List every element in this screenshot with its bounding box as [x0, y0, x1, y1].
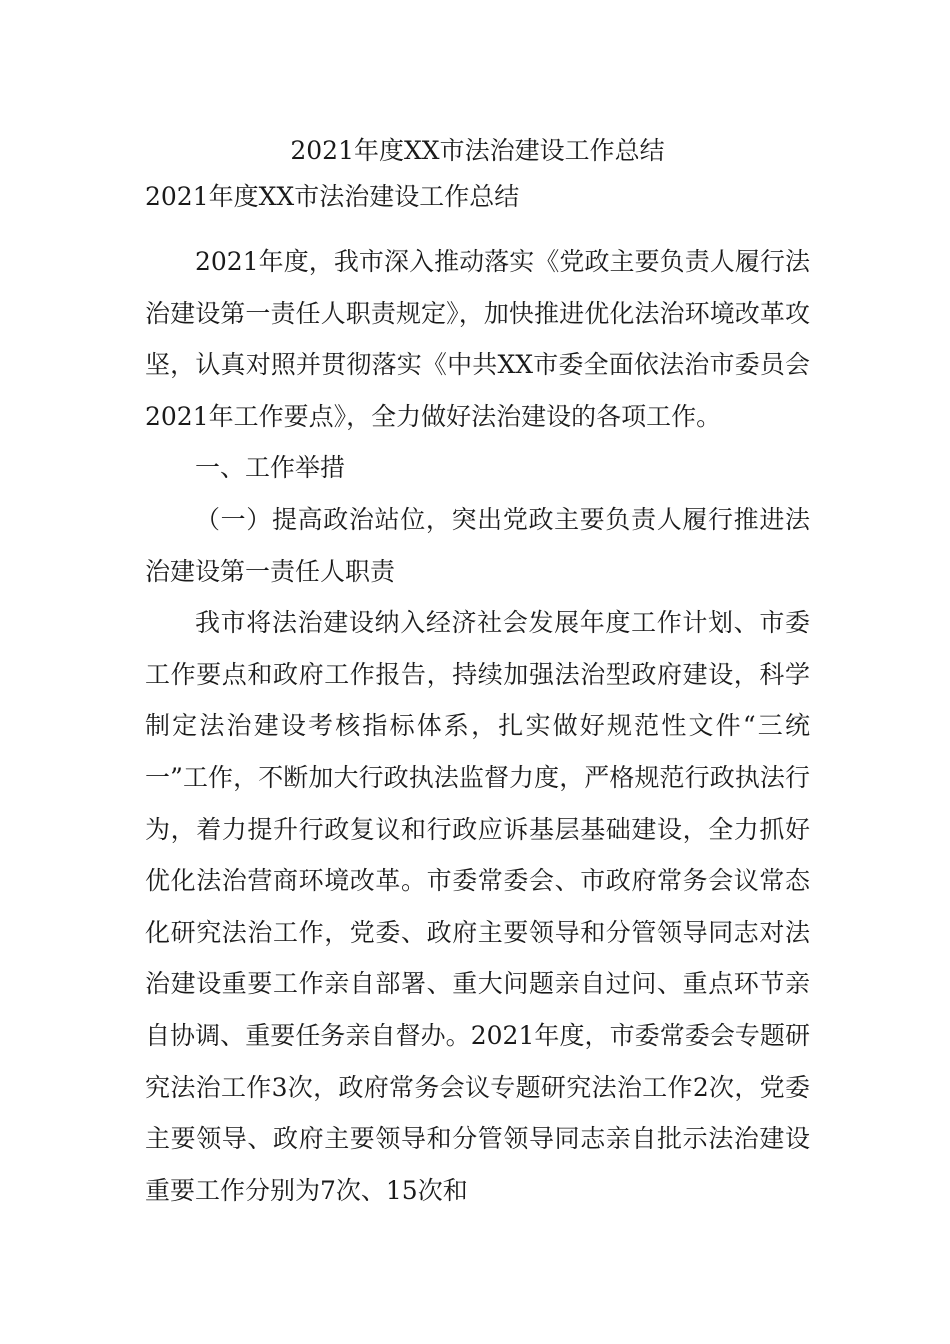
section-heading: 一、工作举措: [195, 453, 346, 483]
document-title: 2021年度XX市法治建设工作总结: [290, 136, 665, 165]
body-paragraph: 我市将法治建设纳入经济社会发展年度工作计划、市委工作要点和政府工作报告，持续加强法治型政府建设，科学制定法治建设考核指标体系，扎实做好规范性文件“三统一”工作，不断加大行政执法监督力度，严格规范行政执法行为，着力提升行政复议和行政应诉基层基础建设，全力抓好优化法治营商环境改革。市委常委会、市政府常务会议常态化研究法治工作，党委、政府主要领导和分管领导同志对法治建设重要工作亲自部署、重大问题亲自过问、重点环节亲自协调、重要任务亲自督办。2021年度，市委常委会专题研究法治工作3次，政府常务会议专题研究法治工作2次，党委主要领导、政府主要领导和分管领导同志亲自批示法治建设重要工作分别为7次、15次和: [145, 608, 810, 1205]
subsection-heading: （一）提高政治站位，突出党政主要负责人履行推进法治建设第一责任人职责: [145, 504, 810, 586]
document-body: [145, 128, 810, 1216]
document-subtitle: 2021年度XX市法治建设工作总结: [145, 182, 520, 211]
intro-paragraph: 2021年度，我市深入推动落实《党政主要负责人履行法治建设第一责任人职责规定》，加快推进优化法治环境改革攻坚，认真对照并贯彻落实《中共XX市委全面依法治市委员会2021年工作要点》，全力做好法治建设的各项工作。: [145, 247, 810, 431]
